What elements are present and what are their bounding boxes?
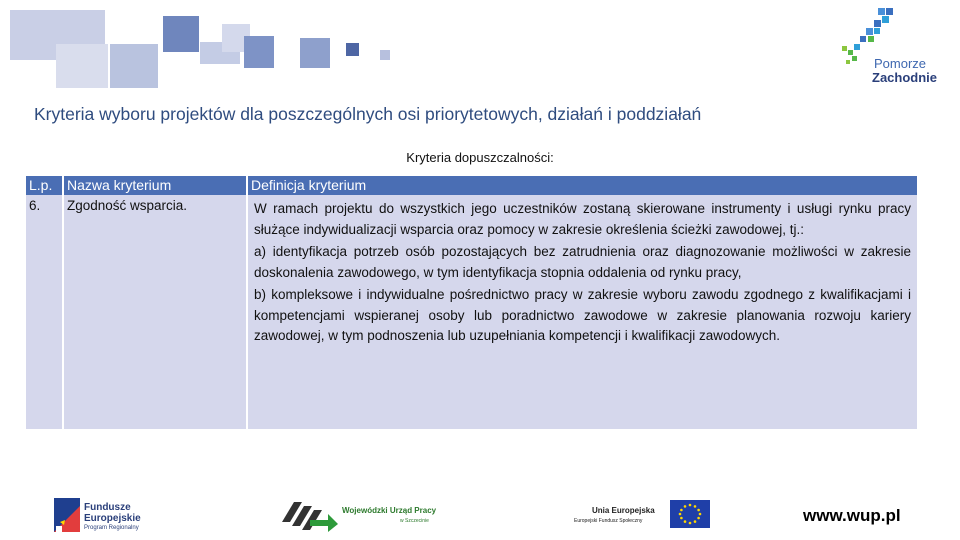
- pomorze-zachodnie-logo: [838, 6, 950, 88]
- fundusze-europejskie-logo: [54, 496, 164, 534]
- section-subtitle: Kryteria dopuszczalności:: [406, 150, 554, 165]
- definition-paragraph: b) kompleksowe i indywidualne pośrednictwo pracy w zakresie wyboru zawodu zgodnego z kwalifikacjami i kompetencjami wspieranej osoby lub poradnictwo zawodowe w zakresie planowania rozwoju kariery zawodowej, w tym podnoszenia lub uzupełniania kompetencji i kwalifikacji zawodowych.: [254, 287, 911, 343]
- decor-square: [56, 44, 108, 88]
- fe-line2: Europejskie: [84, 513, 141, 524]
- header-definition: Definicja kryterium: [248, 176, 917, 195]
- column-lp: [26, 176, 62, 429]
- page-title: Kryteria wyboru projektów dla poszczególnych osi priorytetowych, działań i poddziałań: [34, 104, 702, 124]
- eu-flag-icon: [670, 500, 710, 528]
- cell-definition: [248, 195, 917, 347]
- wup-logo: [280, 498, 450, 532]
- logo-text-zachodnie: Zachodnie: [872, 70, 938, 85]
- header-lp: L.p.: [26, 176, 62, 195]
- wup-mark-icon: [280, 498, 340, 532]
- ue-line1: Unia Europejska: [592, 506, 655, 515]
- definition-paragraph: a) identyfikacja potrzeb osób pozostających bez zatrudnienia oraz diagnozowanie możliwości w zakresie doskonalenia zawodowego, w tym identyfikacja stopnia oddalenia od rynku pracy,: [254, 244, 911, 280]
- wup-line2: w Szczecinie: [400, 518, 429, 524]
- fundusze-europejskie-icon: [54, 496, 82, 534]
- decor-square: [380, 50, 390, 60]
- column-definition: [248, 176, 917, 429]
- eu-logo: [572, 500, 712, 532]
- fe-line3: Program Regionalny: [84, 525, 139, 531]
- decor-square: [244, 36, 274, 68]
- decor-square: [300, 38, 330, 68]
- definition-paragraph: W ramach projektu do wszystkich jego uczestników zostaną skierowane instrumenty i usługi rynku pracy służące indywidualizacji wsparcia oraz pomocy w zakresie określenia ścieżki zawodowej, tj.:: [254, 201, 911, 237]
- cell-name: Zgodność wsparcia.: [67, 198, 188, 213]
- ue-line2: Europejski Fundusz Społeczny: [574, 518, 643, 524]
- criteria-table: [26, 176, 917, 429]
- decor-square: [110, 44, 158, 88]
- header-name: Nazwa kryterium: [64, 176, 246, 195]
- website-link[interactable]: www.wup.pl: [803, 506, 901, 525]
- decor-square: [163, 16, 199, 52]
- decor-square: [346, 43, 359, 56]
- cell-lp: 6.: [29, 198, 41, 213]
- column-name: [64, 176, 246, 429]
- fe-line1: Fundusze: [84, 502, 131, 513]
- logo-text-pomorze: Pomorze: [874, 56, 927, 71]
- wup-line1: Wojewódzki Urząd Pracy: [342, 506, 437, 515]
